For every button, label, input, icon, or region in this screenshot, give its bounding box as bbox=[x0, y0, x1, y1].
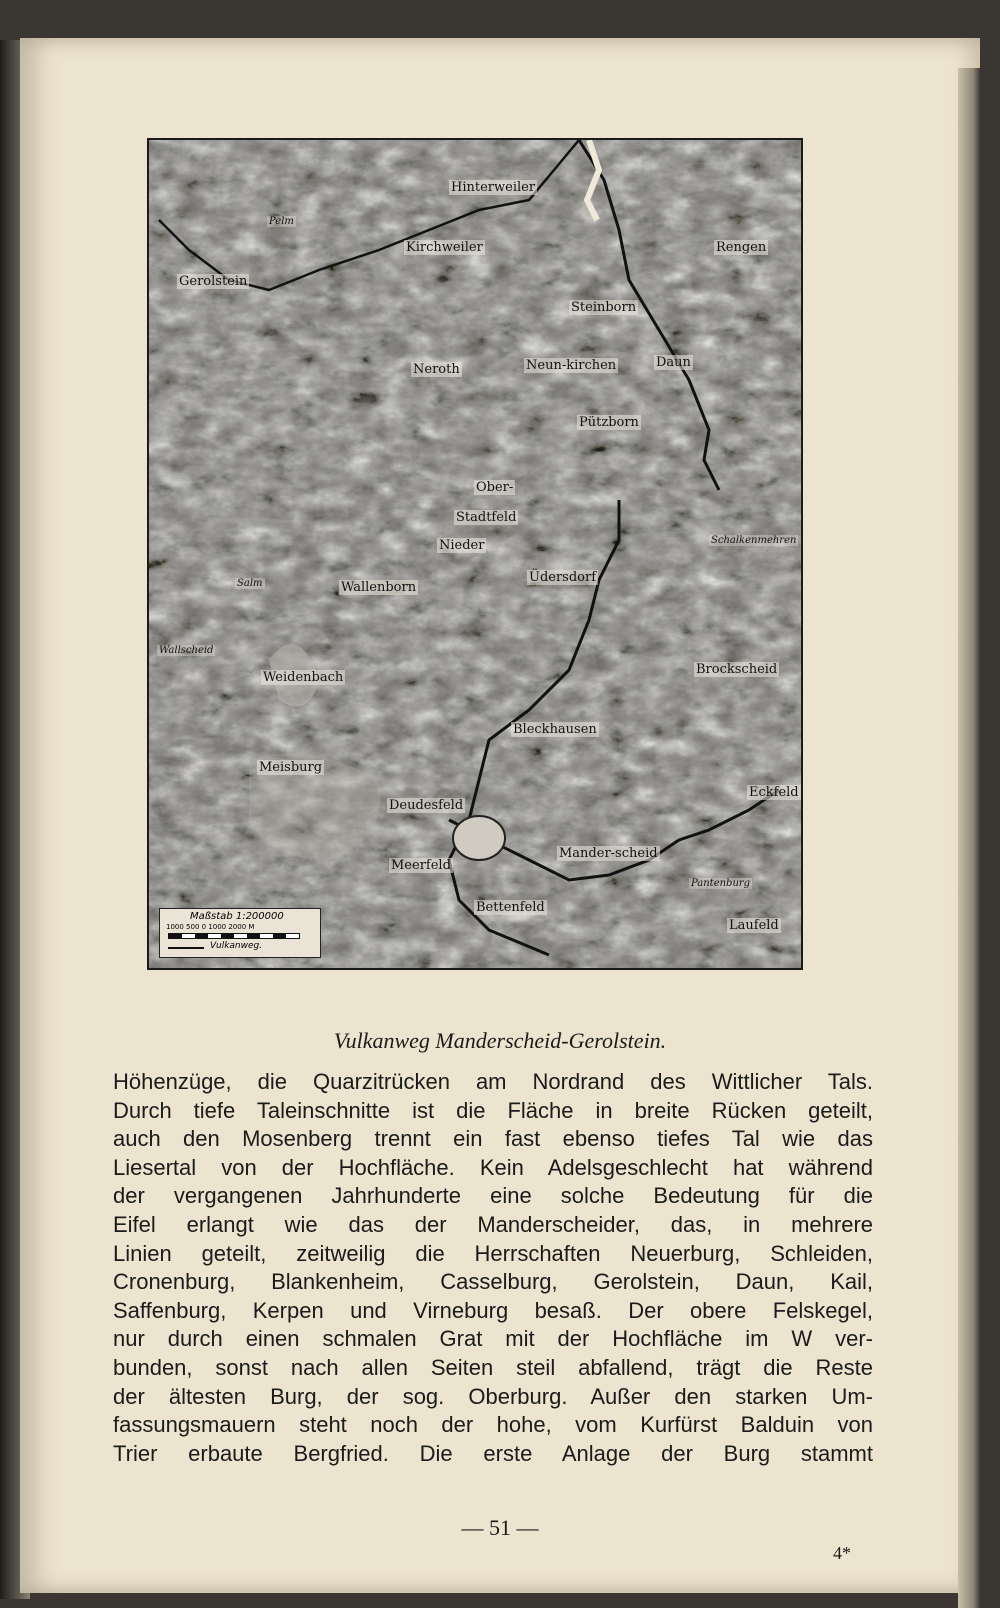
map-place-deudesfeld: Deudesfeld bbox=[389, 798, 464, 813]
map-place-daun: Daun bbox=[656, 355, 691, 370]
map-place-ober: Ober- bbox=[476, 480, 514, 495]
body-line: Eifel erlangt wie das der Manderscheider, das, in mehrere bbox=[113, 1211, 873, 1237]
map-place-steinborn: Steinborn bbox=[571, 300, 637, 315]
body-line: Durch tiefe Taleinschnitte ist die Fläche in breite Rücken geteilt, bbox=[113, 1097, 873, 1123]
map-place-stadtfeld: Stadtfeld bbox=[456, 510, 517, 525]
map-place-meisburg: Meisburg bbox=[259, 760, 323, 775]
body-line: Saffenburg, Kerpen und Virneburg besaß. Der obere Felskegel, bbox=[113, 1297, 873, 1323]
page-edge bbox=[958, 68, 980, 1608]
map-relief-graphic bbox=[149, 140, 801, 968]
page-number: — 51 — bbox=[461, 1515, 539, 1540]
map-place-nieder: Nieder bbox=[439, 538, 485, 553]
scale-title: Maßstab 1:200000 bbox=[190, 911, 284, 922]
map-caption: Vulkanweg Manderscheid-Gerolstein. bbox=[333, 1028, 667, 1053]
map-place-weidenbach: Weidenbach bbox=[263, 670, 344, 685]
map-place-uedersdorf: Üdersdorf bbox=[529, 570, 597, 585]
map-place-brockscheid: Brockscheid bbox=[696, 662, 778, 677]
map-place-wallenborn: Wallenborn bbox=[341, 580, 417, 595]
map-place-kirchweiler: Kirchweiler bbox=[406, 240, 483, 255]
map-scale-legend bbox=[159, 908, 321, 958]
body-line: Cronenburg, Blankenheim, Casselburg, Gerolstein, Daun, Kail, bbox=[113, 1269, 873, 1295]
map-place-bettenfeld: Bettenfeld bbox=[476, 900, 545, 915]
body-line: Höhenzüge, die Quarzitrücken am Nordrand des Wittlicher Tals. bbox=[113, 1069, 873, 1094]
legend-route-line bbox=[168, 947, 204, 949]
signature-mark: 4* bbox=[833, 1543, 851, 1563]
map-place-salm: Salm bbox=[237, 578, 263, 589]
map-place-neroth: Neroth bbox=[413, 362, 460, 377]
map-place-pelm: Pelm bbox=[269, 216, 294, 227]
map-place-rengen: Rengen bbox=[716, 240, 767, 255]
map-place-neunkirchen: Neun-kirchen bbox=[526, 358, 617, 373]
body-line: fassungsmauern steht noch der hohe, vom Kurfürst Balduin von bbox=[113, 1412, 873, 1438]
map-place-puetzborn: Pützborn bbox=[579, 415, 639, 430]
book-page bbox=[20, 38, 980, 1593]
relief-map bbox=[147, 138, 803, 970]
map-place-gerolstein: Gerolstein bbox=[179, 274, 248, 289]
map-place-eckfeld: Eckfeld bbox=[749, 785, 799, 800]
map-place-schalkenmehren: Schalkenmehren bbox=[711, 535, 797, 546]
body-line: auch den Mosenberg trennt ein fast ebenso tiefes Tal wie das bbox=[113, 1126, 873, 1152]
map-place-hinterweiler: Hinterweiler bbox=[451, 180, 536, 195]
scale-bar bbox=[168, 933, 300, 939]
body-line: der ältesten Burg, der sog. Oberburg. Außer den starken Um- bbox=[113, 1383, 873, 1409]
map-place-wallscheid: Wallscheid bbox=[159, 645, 214, 656]
body-paragraph bbox=[113, 1068, 873, 1468]
body-line: nur durch einen schmalen Grat mit der Hochfläche im W ver- bbox=[113, 1326, 873, 1352]
scale-ticks: 1000 500 0 1000 2000 M bbox=[166, 923, 255, 931]
body-line: der vergangenen Jahrhunderte eine solche Bedeutung für die bbox=[113, 1183, 873, 1209]
map-place-manderscheid: Mander-scheid bbox=[559, 846, 658, 861]
body-line: bunden, sonst nach allen Seiten steil abfallend, trägt die Reste bbox=[113, 1354, 873, 1380]
body-line: Linien geteilt, zeitweilig die Herrschaften Neuerburg, Schleiden, bbox=[113, 1240, 873, 1266]
body-line: Liesertal von der Hochfläche. Kein Adelsgeschlecht hat während bbox=[113, 1154, 873, 1180]
map-place-meerfeld: Meerfeld bbox=[391, 858, 451, 873]
map-place-pantenburg: Pantenburg bbox=[691, 878, 751, 889]
legend-route-label: Vulkanweg. bbox=[210, 941, 263, 951]
map-place-bleckhausen: Bleckhausen bbox=[513, 722, 597, 737]
map-place-laufeld: Laufeld bbox=[729, 918, 779, 933]
body-line: Trier erbaute Bergfried. Die erste Anlage der Burg stammt bbox=[113, 1440, 873, 1466]
